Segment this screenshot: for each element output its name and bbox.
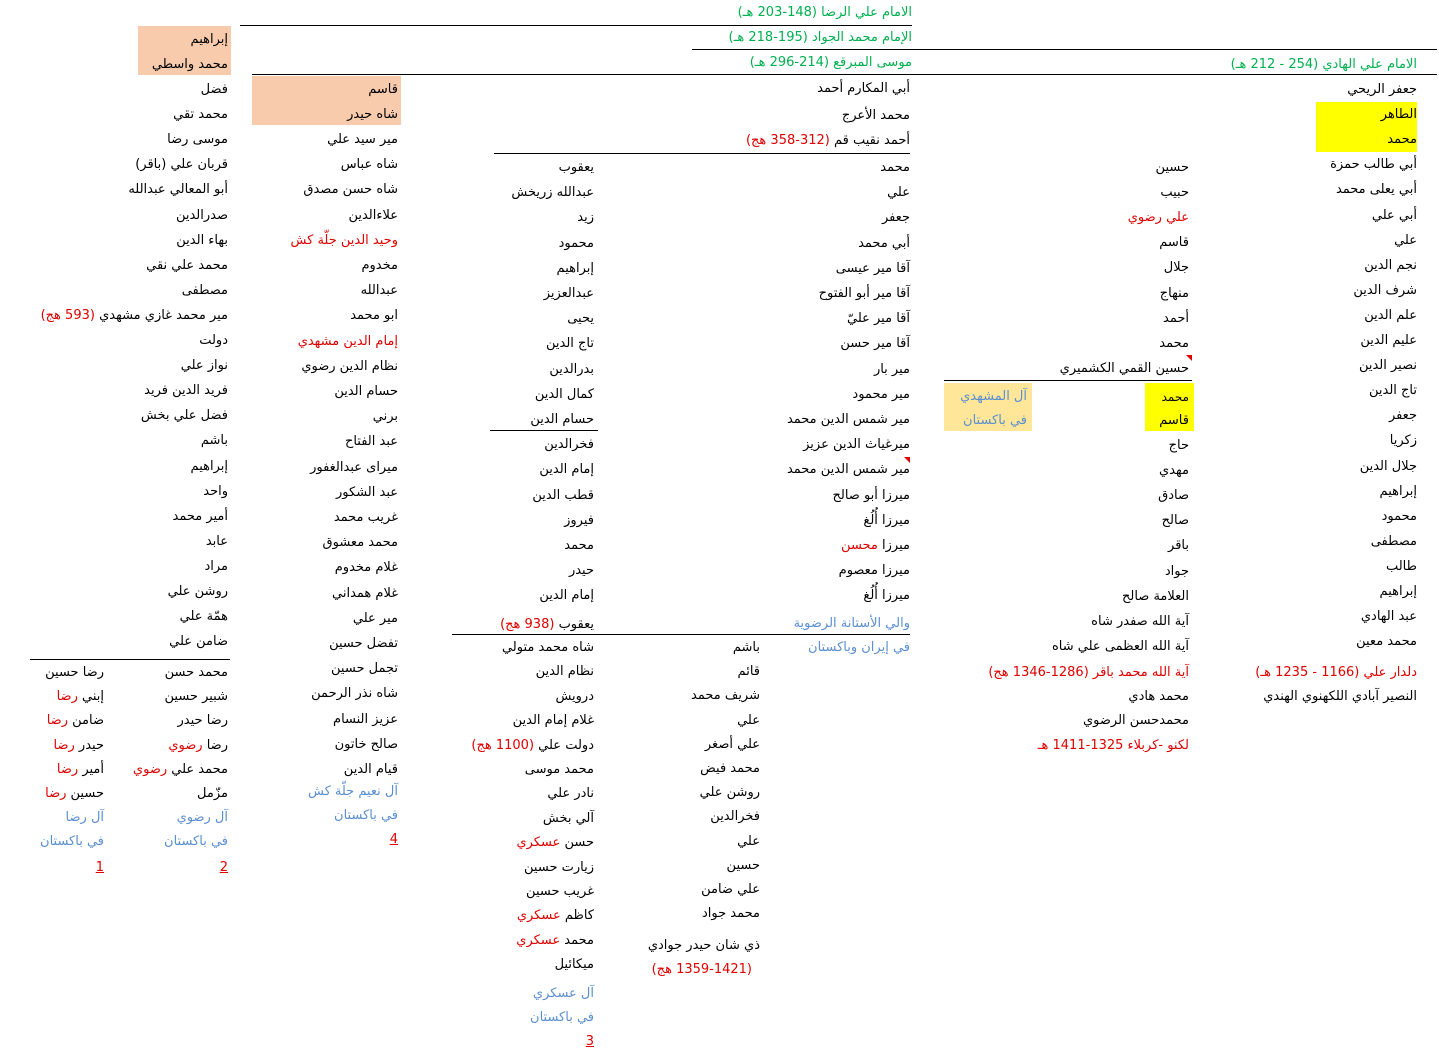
col-e-person: غريب حسين [526,884,594,899]
name-part-highlight: (593 هج) [40,307,95,323]
muhammad-hasan-rizvi: محمدحسن الرضوي [1082,713,1189,728]
col-g-person: غلام مخدوم [334,560,398,576]
col-c-person: علي [887,185,910,201]
col-a-person: تاج الدين [1368,383,1417,399]
name-part: محمد [560,932,594,948]
col-e-person: زيارت حسين [524,859,594,875]
name-part: ميرزا [877,538,910,553]
col-a-person: أبي طالب حمزة [1330,157,1417,173]
name-part: ضامن [68,713,104,729]
col-h-person: دولت [199,333,228,348]
col-d-person: يحيى [567,311,594,327]
col-b-person: حبيب [1160,185,1189,201]
col-i-person [168,738,228,754]
col-b-person: أحمد [1163,310,1189,326]
col-g-person: غلام همداني [332,585,398,601]
col-g-person: عبد الفتاح [344,434,398,450]
name-part: محمد علي [167,761,228,777]
col-g-person: تجمل حسين [331,661,398,677]
col-g-person: شاه عباس [340,157,398,173]
name-part-highlight: رضوي [168,737,203,753]
col-g-person: مخدوم [361,258,398,273]
col-h-person: مراد [204,558,228,574]
al-rida: آل رضا [65,810,104,825]
col-c-person: آقا مير عليّ [846,311,910,327]
col-g-person: إمام الدين مشهدي [297,333,398,349]
al-mashhadi: آل المشهدي [960,389,1027,404]
col-a-person: نصير الدين [1358,358,1417,374]
col-b-person: قاسم [1159,235,1189,251]
col-f-person: علي أصغر [704,736,760,752]
col-f-person: قائم [737,664,760,680]
name-part: دولت علي [534,737,594,753]
col-h-person: محمد علي نقي [146,257,228,273]
col-a-person: محمد [1387,132,1417,148]
col-c-person: مير بار [873,361,910,377]
col-h-person: همّة علي [179,609,228,625]
name-part-highlight: (1100 هج) [471,737,535,753]
col-g-person: قيام الدين [343,762,398,777]
col-h-person: محمد تقي [173,107,228,123]
col-h-person [41,308,228,324]
col-d-person: إبراهيم [556,260,594,276]
muhammad-b: محمد [1161,390,1189,404]
col-d-person: بدرالدين [549,361,594,377]
col-a-person: إبراهيم [1379,483,1417,499]
rule-5 [944,380,1192,381]
col-c-person: ميرزا أُلُغ [863,588,910,604]
col-b2-person: العلامة صالح [1121,588,1189,604]
col-e-person: غلام إمام الدين [512,713,594,729]
rule-4 [494,153,910,154]
col-c-person: مير شمس الدين محمد [786,462,910,478]
name-part: إبني [77,689,104,705]
rule-8 [30,659,230,660]
col-a-person: أبي علي [1371,207,1417,223]
col-g-person: شاه نذر الرحمن [311,686,398,702]
col-h-person: عابد [205,533,228,549]
yaqub-name: يعقوب [554,617,594,632]
al-askari: آل عسكري [532,986,594,1001]
al-rida-pakistan: في باكستان [40,834,104,849]
col-g-person: برني [372,409,398,425]
yaqub-date: (938 هج) [500,617,555,632]
name-part-highlight: رضا [45,786,67,801]
col-f-person: محمد فيض [700,761,760,776]
col-e-person [517,908,594,924]
name-part-highlight: عسكري [516,932,561,948]
col-a-person: عبد الهادي [1360,609,1417,625]
col-h-person: واحد [203,483,228,499]
muhammad-hadi: محمد هادي [1128,689,1189,704]
col-b2-person: حاج [1168,438,1189,453]
col-b2-person: صادق [1158,488,1189,504]
col-d-person: فخرالدين [544,437,594,453]
col-g-person: تفضل حسين [329,636,398,651]
col-c-person: ميرزا معصوم [838,563,910,579]
col-e-person: شاه محمد متولي [501,640,594,655]
col-f-person: علي [737,712,760,728]
col-c-person: ميرزا أُلُغ [863,512,910,528]
zi-shan-haidar: ذي شان حيدر جوادي [647,938,760,953]
col-a-person: زكريا [1389,433,1417,449]
col-d-person: فيروز [564,512,594,528]
footnote-4[interactable]: 4 [389,832,398,847]
col-f-person: شريف محمد [691,688,760,704]
col-h-person: قربان علي (باقر) [135,157,228,173]
name-part-highlight: رضا [56,761,79,777]
imam-rida: الامام علي الرضا (148-203 هـ) [737,5,912,20]
col-c-person: محمد [880,160,910,175]
col-e-person: نظام الدين [535,664,594,680]
rule-3 [252,74,1437,75]
shah-haidar: شاه حيدر [347,107,398,122]
col-f-person: محمد جواد [702,906,760,922]
col-g-person: عبدالله [360,283,398,299]
col-c-person: آقا مير أبو الفتوح [818,286,910,301]
col-j-person [57,689,104,705]
col-i-person: مزّمل [197,786,228,801]
col-a-person: محمد معين [1356,634,1417,650]
col-i-person: رضا حيدر [177,713,228,729]
col-b-person: منهاج [1159,285,1189,301]
muhammad-araj: محمد الأعرج [841,108,910,123]
al-naim-pakistan: في باكستان [334,808,398,823]
imam-hadi: الامام علي الهادي (254 - 212 هـ) [1230,57,1417,72]
col-d-person: محمود [558,235,594,251]
name-part: حسن [560,835,594,851]
rule-7 [452,634,910,635]
col-h-person: أمير محمد [172,508,228,524]
footnote-3[interactable]: 3 [585,1034,594,1049]
name-part-highlight: رضا [56,689,78,705]
col-g-person: عزيز النسام [333,711,398,727]
col-h-person: فضل علي بخش [140,408,228,424]
col-d-person: إمام الدين [539,588,594,604]
col-f-person: حسين [726,857,760,873]
col-d-person: زيد [577,210,594,226]
col-h-person: فريد الدين فريد [144,383,228,399]
footnote-2[interactable]: 2 [219,860,228,875]
col-g-person: شاه حسن مصدق [303,182,398,198]
col-h-person: موسى رضا [167,132,228,148]
col-c-person: جعفر [881,210,910,226]
col-a-person: طالب [1385,558,1417,574]
col-a-person: شرف الدين [1353,282,1417,298]
col-b2-person: آية الله صفدر شاه [1091,613,1189,629]
col-f-person: فخرالدين [710,809,760,825]
col-g-person: مير علي [352,610,398,626]
ayatollah-baqir: آية الله محمد باقر (1286-1346 هج) [988,665,1189,680]
col-h-person: أبو المعالي عبدالله [128,182,228,198]
col-h-person: روشن علي [167,584,228,599]
col-c-person: أبي محمد [858,235,910,251]
col-a-person: جلال الدين [1359,458,1417,474]
col-h-person: صدرالدين [175,207,228,223]
col-c-person: ميرغياث الدين عزيز [803,437,910,453]
col-a-person: عليم الدين [1360,333,1417,348]
col-g-person: ابو محمد [350,308,398,324]
col-h-person: باشم [200,433,228,449]
name-part-highlight: رضا [53,737,75,753]
col-b-person: حسين القمي الكشميري [1059,360,1189,376]
col-b2-person: مهدي [1159,463,1189,479]
qasim-b: قاسم [1159,413,1189,428]
col-g-person: عبد الشكور [336,484,398,500]
col-d-person: تاج الدين [545,336,594,352]
col-a-person: علي [1394,232,1417,248]
col-e-person: درويش [555,688,594,704]
col-b-person: جلال [1163,260,1189,276]
col-i-person [133,762,228,778]
col-i-person: شبير حسين [164,689,228,705]
al-rizvi-pakistan: في باكستان [164,834,228,849]
col-b2-person: آية الله العظمى علي شاه [1052,638,1189,654]
col-a-person: علم الدين [1364,307,1417,323]
col-b2-person: جواد [1164,563,1189,579]
col-a-person: جعفر [1388,408,1417,424]
col-g-person: محمد معشوق [322,535,398,551]
col-a-person: محمود [1381,508,1417,524]
col-d-person: محمد [564,538,594,553]
wali-astana: والي الأستانة الرضوية [793,616,910,631]
name-part-highlight: رضوي [132,761,168,777]
col-h-person: ضامن علي [169,634,228,650]
ahmad-naqib-date: (312-358 هج) [745,133,830,148]
col-c-person: مير محمود [852,386,910,402]
col-b-person: محمد [1159,335,1189,351]
col-f-person: علي [737,833,760,849]
musa-mubarqa: موسى المبرقع (214-296 هـ) [749,55,912,70]
dildar-ali: دلدار علي (1166 - 1235 هـ) [1255,665,1417,680]
nasir-abadi: النصير آبادي اللكهنوي الهندي [1263,689,1417,704]
col-j-person [54,738,104,754]
col-d-person: قطب الدين [532,487,594,503]
name-part: حسين [66,786,104,801]
yaqub-938 [500,617,594,633]
ibrahim-h: إبراهيم [190,32,228,47]
col-e-person [516,835,594,851]
name-part: مير محمد غازي مشهدي [94,307,228,323]
col-a-person: أبي يعلى محمد [1335,182,1417,198]
name-part: أمير [78,761,104,777]
col-f-person: علي ضامن [701,882,760,897]
col-e-person [471,738,594,754]
ahmad-naqib-name: أحمد نقيب قم [829,133,910,148]
col-d-person: حيدر [568,563,594,579]
col-b-person: حسين [1155,160,1189,175]
col-f-person: باشم [732,640,760,655]
footnote-1[interactable]: 1 [95,860,104,875]
col-c-person: ميرزا أبو صالح [832,487,910,503]
al-mashhadi-pakistan: في باكستان [963,413,1027,428]
col-d-person: عبدالله زريخش [511,185,594,201]
col-g-person: ميرای عبدالغفور [310,459,398,475]
al-naim: آل نعيم جلّة كش [308,784,398,799]
col-e-person: نادر علي [547,786,594,802]
col-d-person: عبدالعزيز [543,286,594,301]
name-part: كاظم [560,908,594,924]
col-b-person: علي رضوي [1127,210,1189,226]
col-h-person: مصطفى [181,282,228,298]
col-h-person: إبراهيم [190,458,228,474]
muhammad-wasiti: محمد واسطي [151,57,228,72]
col-e-person [516,933,594,949]
col-d-person: إمام الدين [539,462,594,478]
name-part-highlight: عسكري [516,908,561,924]
col-g-person: حسام الدين [334,384,398,399]
col-g-person: نظام الدين رضوي [301,358,398,374]
col-a-person: الطاهر [1380,107,1417,123]
name-part-highlight: رضا [46,713,68,729]
col-b2-person: صالح [1161,513,1189,529]
col-d-person: كمال الدين [534,386,594,402]
zi-shan-date: (1359-1421 هج) [651,962,752,977]
rule-1 [240,25,912,26]
abi-al-makarim: أبي المكارم أحمد [817,81,910,96]
col-c-person: آقا مير عيسى [835,260,910,276]
col-h-person: بهاء الدين [176,232,228,248]
col-d-person: يعقوب [558,160,594,175]
al-askari-pakistan: في باكستان [530,1010,594,1025]
name-part: حيدر [74,737,104,753]
col-a-person: نجم الدين [1364,257,1417,273]
col-e-person: ميكائيل [554,957,594,973]
col-c-person: آقا مير حسن [840,336,910,352]
col-j-person [45,786,104,802]
col-g-person: صالح خاتون [334,736,398,752]
col-b2-person: باقر [1168,538,1189,554]
col-a-person: جعفر الريحي [1347,82,1417,97]
col-a-person: إبراهيم [1379,584,1417,599]
col-g-person: علاءالدين [348,207,398,223]
col-h-person: نواز علي [180,358,228,374]
wali-astana-2: في إيران وباكستان [808,640,910,655]
col-j-person [57,762,104,778]
al-rizvi: آل رضوي [176,810,228,825]
col-a-person: مصطفى [1370,533,1417,549]
col-h-person: فضل [200,82,228,97]
name-part: رضا [202,737,228,753]
col-c-person: مير شمس الدين محمد [786,412,910,427]
col-e-person: آلي بخش [542,810,594,826]
col-g-person: غريب محمد [333,510,398,525]
col-j-person: رضا حسين [45,665,104,680]
name-part-highlight: عسكري [516,835,561,851]
imam-jawad: الإمام محمد الجواد (195-218 هـ) [728,30,912,45]
lucknow-karbala: لكنو -كربلاء 1325-1411 هـ [1037,738,1189,753]
ahmad-naqib-qum [746,133,910,149]
col-d-person: حسام الدين [530,412,594,427]
col-i-person: محمد حسن [164,665,228,680]
col-e-person: محمد موسى [524,762,594,777]
col-g-person: مير سيد علي [327,132,398,147]
rule-6 [490,430,598,431]
col-f-person: روشن علي [699,785,760,801]
name-part-highlight: محسن [841,538,878,553]
rule-2 [692,49,1437,50]
col-g-person: وحيد الدين جلّة كش [290,232,398,248]
qasim-g: قاسم [368,82,398,97]
col-c-person [841,538,910,554]
col-j-person [47,713,104,729]
